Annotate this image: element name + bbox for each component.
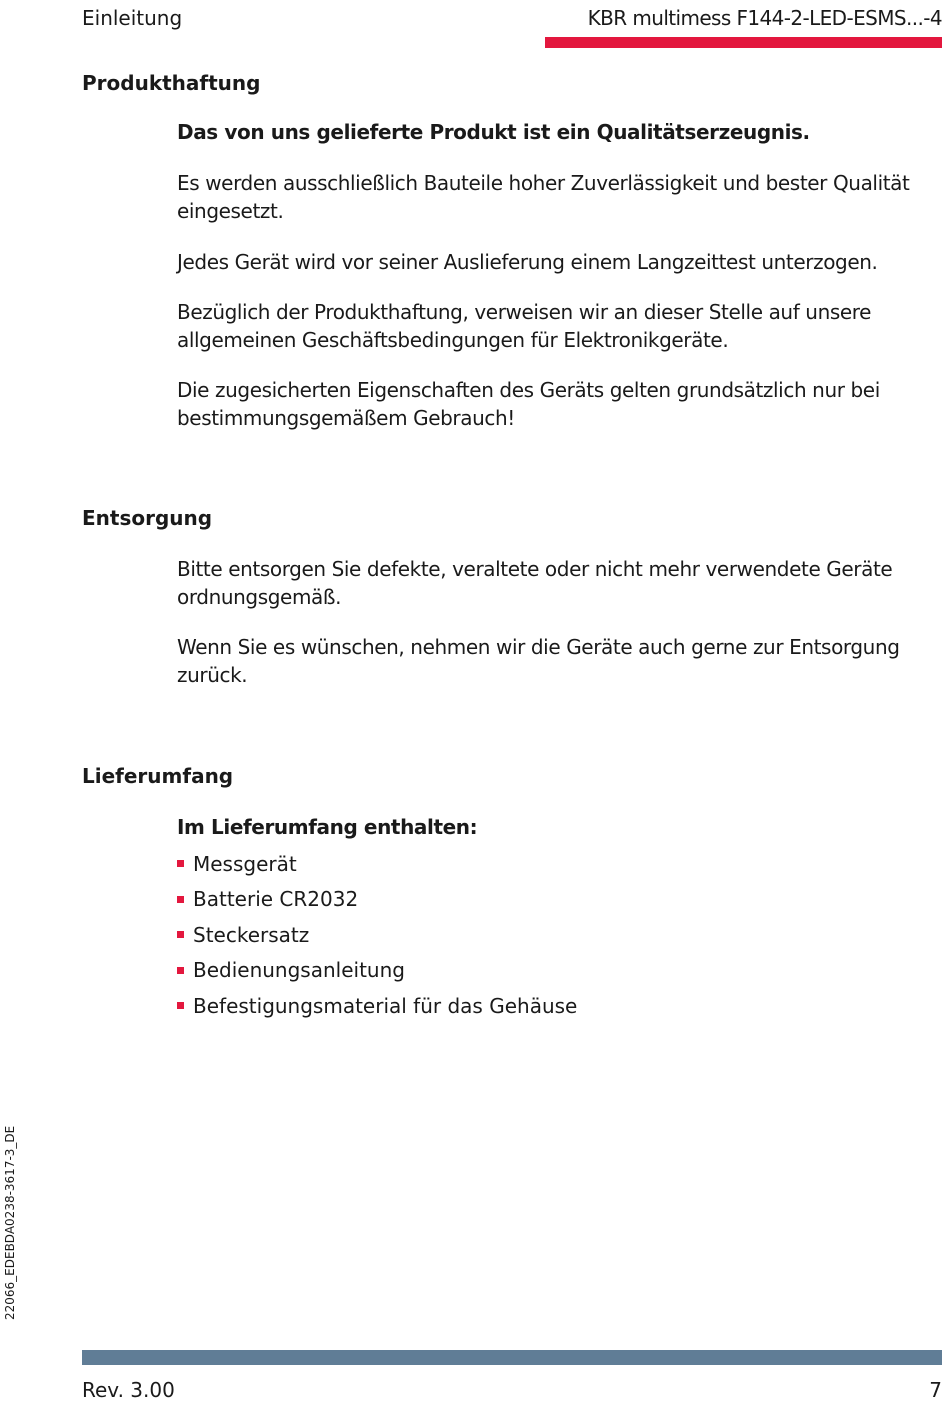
square-bullet-icon (177, 896, 184, 903)
footer-revision: Rev. 3.00 (82, 1378, 175, 1402)
list-item (177, 846, 577, 882)
document-code: 22066_EDEBDA0238-3617-3_DE (3, 1125, 17, 1320)
list-item (177, 953, 577, 989)
list-item-label: Befestigungsmaterial für das Gehäuse (193, 993, 578, 1018)
section-title-produkthaftung: Produkthaftung (82, 71, 261, 95)
list-item (177, 917, 577, 953)
square-bullet-icon (177, 1002, 184, 1009)
square-bullet-icon (177, 967, 184, 974)
produkthaftung-lead: Das von uns gelieferte Produkt ist ein Qualitätserzeugnis. (177, 120, 810, 144)
list-item (177, 988, 577, 1024)
footer-bar (82, 1350, 942, 1365)
lieferumfang-list (177, 846, 577, 1024)
section-title-entsorgung: Entsorgung (82, 506, 213, 530)
produkthaftung-paragraph-2: Jedes Gerät wird vor seiner Auslieferung einem Langzeittest unterzogen. (177, 250, 878, 274)
page-number: 7 (929, 1378, 942, 1402)
list-item-label: Steckersatz (193, 922, 310, 947)
produkthaftung-paragraph-1: Es werden ausschließlich Bauteile hoher Zuverlässigkeit und bester Qualität eingesetzt. (177, 171, 910, 223)
header-section-label: Einleitung (82, 6, 183, 30)
square-bullet-icon (177, 860, 184, 867)
list-item-label: Bedienungsanleitung (193, 958, 405, 983)
list-item-label: Batterie CR2032 (193, 887, 359, 912)
entsorgung-paragraph-2: Wenn Sie es wünschen, nehmen wir die Geräte auch gerne zur Entsorgung zurück. (177, 635, 900, 687)
list-item (177, 882, 577, 918)
entsorgung-paragraph-1: Bitte entsorgen Sie defekte, veraltete oder nicht mehr verwendete Geräte ordnungsgemäß. (177, 557, 893, 609)
header-accent-bar (545, 37, 942, 48)
produkthaftung-paragraph-3: Bezüglich der Produkthaftung, verweisen wir an dieser Stelle auf unsere allgemeinen Geschäftsbedingungen für Elektronikgeräte. (177, 300, 872, 352)
produkthaftung-paragraph-4: Die zugesicherten Eigenschaften des Geräts gelten grundsätzlich nur bei bestimmungsgemäßem Gebrauch! (177, 378, 880, 430)
square-bullet-icon (177, 931, 184, 938)
header-product-title: KBR multimess F144-2-LED-ESMS...-4 (587, 6, 942, 30)
list-item-label: Messgerät (193, 851, 297, 876)
section-title-lieferumfang: Lieferumfang (82, 764, 234, 788)
lieferumfang-lead: Im Lieferumfang enthalten: (177, 815, 478, 839)
